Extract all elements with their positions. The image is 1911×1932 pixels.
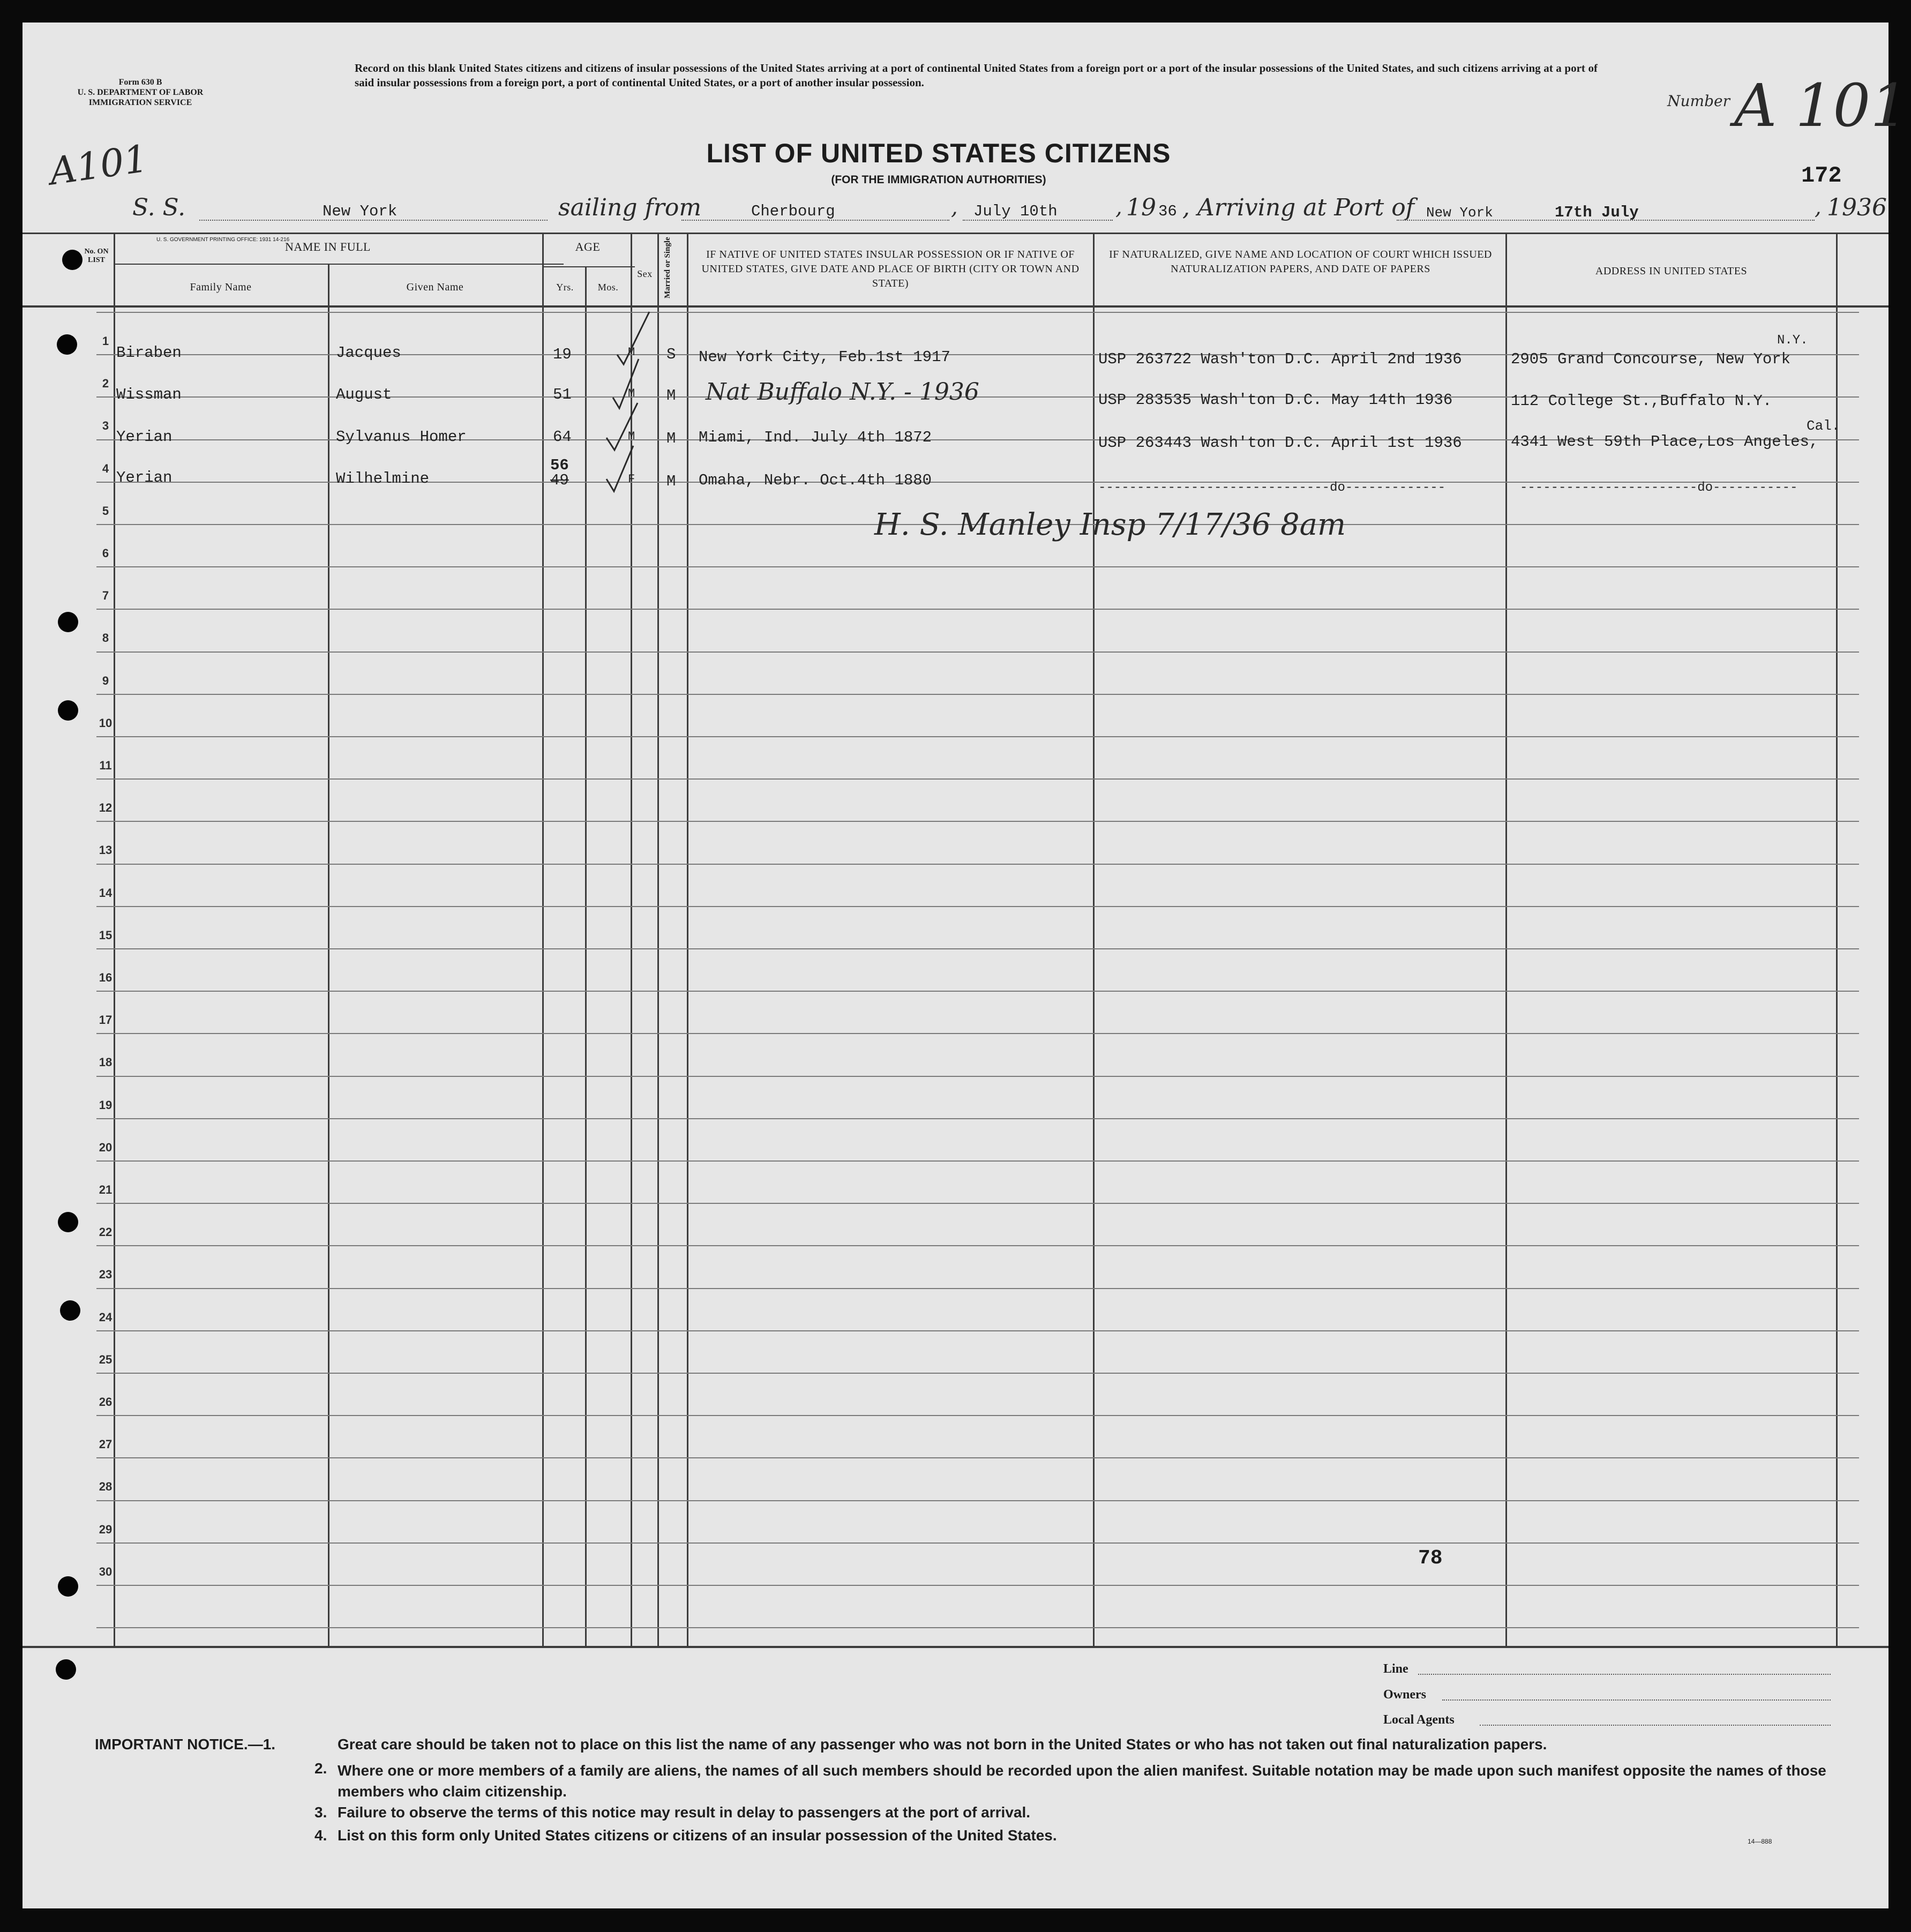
col-given-name: Given Name	[406, 281, 464, 293]
col-address: ADDRESS IN UNITED STATES	[1595, 265, 1748, 277]
row2-sex: M	[628, 387, 635, 400]
row-rule	[96, 652, 1859, 653]
tally-number: 78	[1418, 1547, 1443, 1570]
service: IMMIGRATION SERVICE	[88, 98, 192, 107]
form-code: 14—888	[1748, 1838, 1772, 1845]
row-number: 26	[99, 1395, 113, 1409]
row-number: 16	[99, 971, 113, 984]
row2-address: 112 College St.,Buffalo N.Y.	[1511, 392, 1772, 410]
instructions: Record on this blank United States citizens and citizens of insular possessions of the United States arriving at a port of continental United States from a foreign port or a port of the insular possessions of the United States, and such citizens arriving at a port of said insular possessions from a foreign port, a port of continental United States, or a port of another insular possession.	[355, 62, 1598, 89]
row-number: 18	[99, 1055, 113, 1069]
row-rule	[96, 1288, 1859, 1289]
row3-given: Sylvanus Homer	[336, 428, 467, 446]
punch-hole	[56, 1659, 76, 1680]
col-no-on-list: No. ON LIST	[84, 248, 109, 264]
page-number: 172	[1801, 163, 1842, 189]
row-number: 22	[99, 1225, 113, 1239]
row-rule	[96, 1500, 1859, 1501]
row-rule	[96, 778, 1859, 780]
line-label: Line	[1383, 1662, 1408, 1676]
punch-hole	[58, 700, 78, 721]
notice-item-2-num: 2.	[314, 1760, 327, 1777]
row-number: 30	[99, 1564, 113, 1578]
year-suffix: 36	[1158, 203, 1177, 220]
margin-note: A101	[47, 136, 151, 194]
manifest-sheet	[23, 23, 1908, 1908]
row-rule	[96, 1076, 1859, 1077]
table-top-rule	[23, 233, 1888, 234]
row-number: 10	[99, 716, 113, 730]
col-married-single: Married or Single	[663, 237, 672, 298]
local-agents-label: Local Agents	[1383, 1713, 1455, 1727]
col-yrs: Yrs.	[556, 282, 574, 293]
col-rule-10	[1836, 233, 1838, 1647]
col-rule-2	[328, 265, 329, 1647]
row3-status: M	[666, 430, 676, 447]
row-rule	[96, 821, 1859, 822]
row-rule	[96, 1245, 1859, 1246]
row1-address-note: N.Y.	[1777, 333, 1808, 348]
row-rule	[96, 1542, 1859, 1544]
notice-heading: IMPORTANT NOTICE.—1.	[95, 1736, 276, 1753]
row-number: 5	[102, 504, 109, 518]
notice-item-4: List on this form only United States citizens or citizens of an insular possession of the United States.	[338, 1827, 1057, 1844]
row4-birth: Omaha, Nebr. Oct.4th 1880	[699, 471, 932, 489]
notice-item-3-num: 3.	[314, 1804, 327, 1821]
owners-field	[1442, 1699, 1831, 1701]
form-number: Form 630 B	[118, 78, 162, 87]
col-rule-3	[542, 233, 544, 1647]
age-header-rule	[544, 266, 635, 267]
row-number: 20	[99, 1140, 113, 1154]
page-title: LIST OF UNITED STATES CITIZENS	[706, 138, 1171, 168]
notice-item-3: Failure to observe the terms of this notice may result in delay to passengers at the port of arrival.	[338, 1804, 1031, 1821]
row4-given: Wilhelmine	[336, 470, 430, 488]
row-number: 3	[102, 419, 109, 433]
row1-status: S	[666, 346, 676, 363]
number-label: Number	[1667, 92, 1730, 110]
local-agents-field	[1480, 1725, 1831, 1726]
row-number: 1	[102, 334, 109, 348]
notice-item-2: Where one or more members of a family are aliens, the names of all such members should be recorded upon the alien manifest. Suitable notation may be made upon such manifest opposite the names of those members who claim citizenship.	[338, 1762, 1826, 1800]
row3-address: 4341 West 59th Place,Los Angeles,	[1511, 433, 1819, 451]
row-rule	[96, 948, 1859, 949]
row-rule	[96, 312, 1859, 313]
row2-nat: USP 283535 Wash'ton D.C. May 14th 1936	[1098, 391, 1453, 409]
line-field	[1418, 1674, 1831, 1675]
row-number: 6	[102, 546, 109, 560]
row-number: 11	[99, 759, 112, 772]
form-ident	[60, 77, 221, 108]
comma-1: ,	[951, 195, 958, 220]
row3-nat: USP 263443 Wash'ton D.C. April 1st 1936	[1098, 434, 1462, 452]
punch-hole	[60, 1300, 80, 1321]
notice-item-4-num: 4.	[314, 1827, 327, 1844]
row1-nat: USP 263722 Wash'ton D.C. April 2nd 1936	[1098, 350, 1462, 368]
row-rule	[96, 1585, 1859, 1586]
row4-nat: ------------------------------do-------------	[1098, 481, 1446, 495]
checkmark-icons	[585, 312, 681, 505]
row-rule	[96, 609, 1859, 610]
row-number: 25	[99, 1352, 113, 1366]
col-rule-8	[1093, 233, 1095, 1647]
col-rule-7	[687, 233, 688, 1647]
punch-hole	[58, 612, 78, 632]
punch-hole	[58, 1576, 78, 1597]
col-age: AGE	[575, 240, 601, 253]
row1-birth: New York City, Feb.1st 1917	[699, 348, 950, 366]
row2-yrs: 51	[553, 386, 572, 403]
row-number: 29	[99, 1522, 113, 1536]
row4-status: M	[666, 473, 676, 490]
printing-office: U. S. GOVERNMENT PRINTING OFFICE: 1931 14-216	[156, 237, 290, 243]
row-rule	[96, 1457, 1859, 1458]
number-value: A 101	[1734, 71, 1908, 140]
row1-yrs: 19	[553, 346, 572, 363]
comma-2: ,	[1115, 195, 1122, 220]
row-number: 7	[102, 589, 109, 603]
row-number: 15	[99, 928, 113, 942]
sail-date: July 10th	[973, 203, 1058, 220]
page-subtitle: (FOR THE IMMIGRATION AUTHORITIES)	[831, 174, 1046, 186]
row-rule	[96, 1118, 1859, 1119]
arriving-label: , Arriving at Port of	[1182, 194, 1414, 221]
row-rule	[96, 1373, 1859, 1374]
row3-yrs: 64	[553, 428, 572, 446]
department: U. S. DEPARTMENT OF LABOR	[77, 88, 204, 97]
row1-given: Jacques	[336, 344, 401, 362]
ss-label: S. S.	[132, 194, 186, 221]
row-rule	[96, 694, 1859, 695]
row-number: 23	[99, 1268, 113, 1282]
arrival-date: 17th July	[1555, 204, 1639, 221]
row-number: 17	[99, 1013, 113, 1027]
row3-family: Yerian	[116, 428, 173, 446]
punch-hole	[57, 334, 77, 355]
row-rule	[96, 1627, 1859, 1628]
row-number: 12	[99, 801, 113, 815]
row-number: 13	[99, 843, 113, 857]
row-rule	[96, 1203, 1859, 1204]
row3-address-note: Cal.	[1807, 418, 1840, 434]
row2-family: Wissman	[116, 386, 182, 403]
row-number: 2	[102, 377, 109, 391]
row-rule	[96, 1033, 1859, 1034]
table-bottom-rule	[23, 1646, 1888, 1648]
row-number: 24	[99, 1310, 113, 1324]
punch-hole	[58, 1212, 78, 1232]
row3-birth: Miami, Ind. July 4th 1872	[699, 429, 932, 446]
row1-sex: M	[628, 346, 635, 359]
row-number: 9	[102, 673, 109, 687]
punch-hole	[62, 250, 83, 270]
sailing-label: sailing from	[558, 194, 702, 221]
col-name-in-full: NAME IN FULL	[285, 240, 371, 253]
col-rule-9	[1505, 233, 1507, 1647]
row-number: 21	[99, 1183, 113, 1196]
arrival-port: New York	[1426, 205, 1493, 221]
row2-given: August	[336, 386, 392, 403]
row-rule	[96, 1415, 1859, 1416]
name-header-rule	[114, 264, 564, 265]
row1-family: Biraben	[116, 344, 182, 362]
owners-label: Owners	[1383, 1688, 1426, 1702]
row2-birth: Nat Buffalo N.Y. - 1936	[706, 378, 979, 406]
row-rule	[96, 566, 1859, 567]
row-number: 8	[102, 631, 109, 645]
row-rule	[96, 736, 1859, 737]
inspector-signature: H. S. Manley Insp 7/17/36 8am	[874, 507, 1346, 542]
row1-address: 2905 Grand Concourse, New York	[1511, 350, 1791, 368]
row-rule	[96, 991, 1859, 992]
from-port: Cherbourg	[751, 203, 835, 220]
row-number: 28	[99, 1480, 113, 1494]
comma-3: ,	[1815, 195, 1822, 220]
col-naturalization: IF NATURALIZED, GIVE NAME AND LOCATION OF COURT WHICH ISSUED NATURALIZATION PAPERS, AND DATE OF PAPERS	[1109, 249, 1492, 275]
row-rule	[96, 906, 1859, 907]
row-number: 14	[99, 886, 113, 900]
notice-item-1: Great care should be taken not to place on this list the name of any passenger who was not born in the United States or who has not taken out final naturalization papers.	[338, 1736, 1547, 1753]
row-rule	[96, 1330, 1859, 1331]
ship-name: New York	[323, 203, 398, 220]
row-number: 27	[99, 1437, 113, 1451]
row-number: 19	[99, 1098, 113, 1112]
col-birth: IF NATIVE OF UNITED STATES INSULAR POSSESSION OR IF NATIVE OF UNITED STATES, GIVE DATE AND PLACE OF BIRTH (CITY OR TOWN AND STATE)	[701, 249, 1080, 289]
row4-address: -----------------------do-----------	[1520, 481, 1798, 495]
row-rule	[96, 864, 1859, 865]
row4-sex: F	[628, 473, 635, 486]
row4-yrs-corrected: 56	[550, 456, 569, 474]
row-rule	[96, 1160, 1859, 1162]
col-mos: Mos.	[597, 282, 619, 293]
row2-status: M	[666, 387, 676, 405]
row4-yrs: 49	[550, 471, 569, 489]
row3-sex: M	[628, 430, 635, 443]
row4-family: Yerian	[116, 469, 173, 486]
year-prefix: 19	[1126, 194, 1156, 221]
arrival-year: 1936	[1827, 194, 1887, 221]
header-bottom-rule	[23, 305, 1888, 308]
col-sex: Sex	[637, 268, 653, 279]
row-number: 4	[102, 461, 109, 475]
col-family-name: Family Name	[190, 281, 252, 293]
